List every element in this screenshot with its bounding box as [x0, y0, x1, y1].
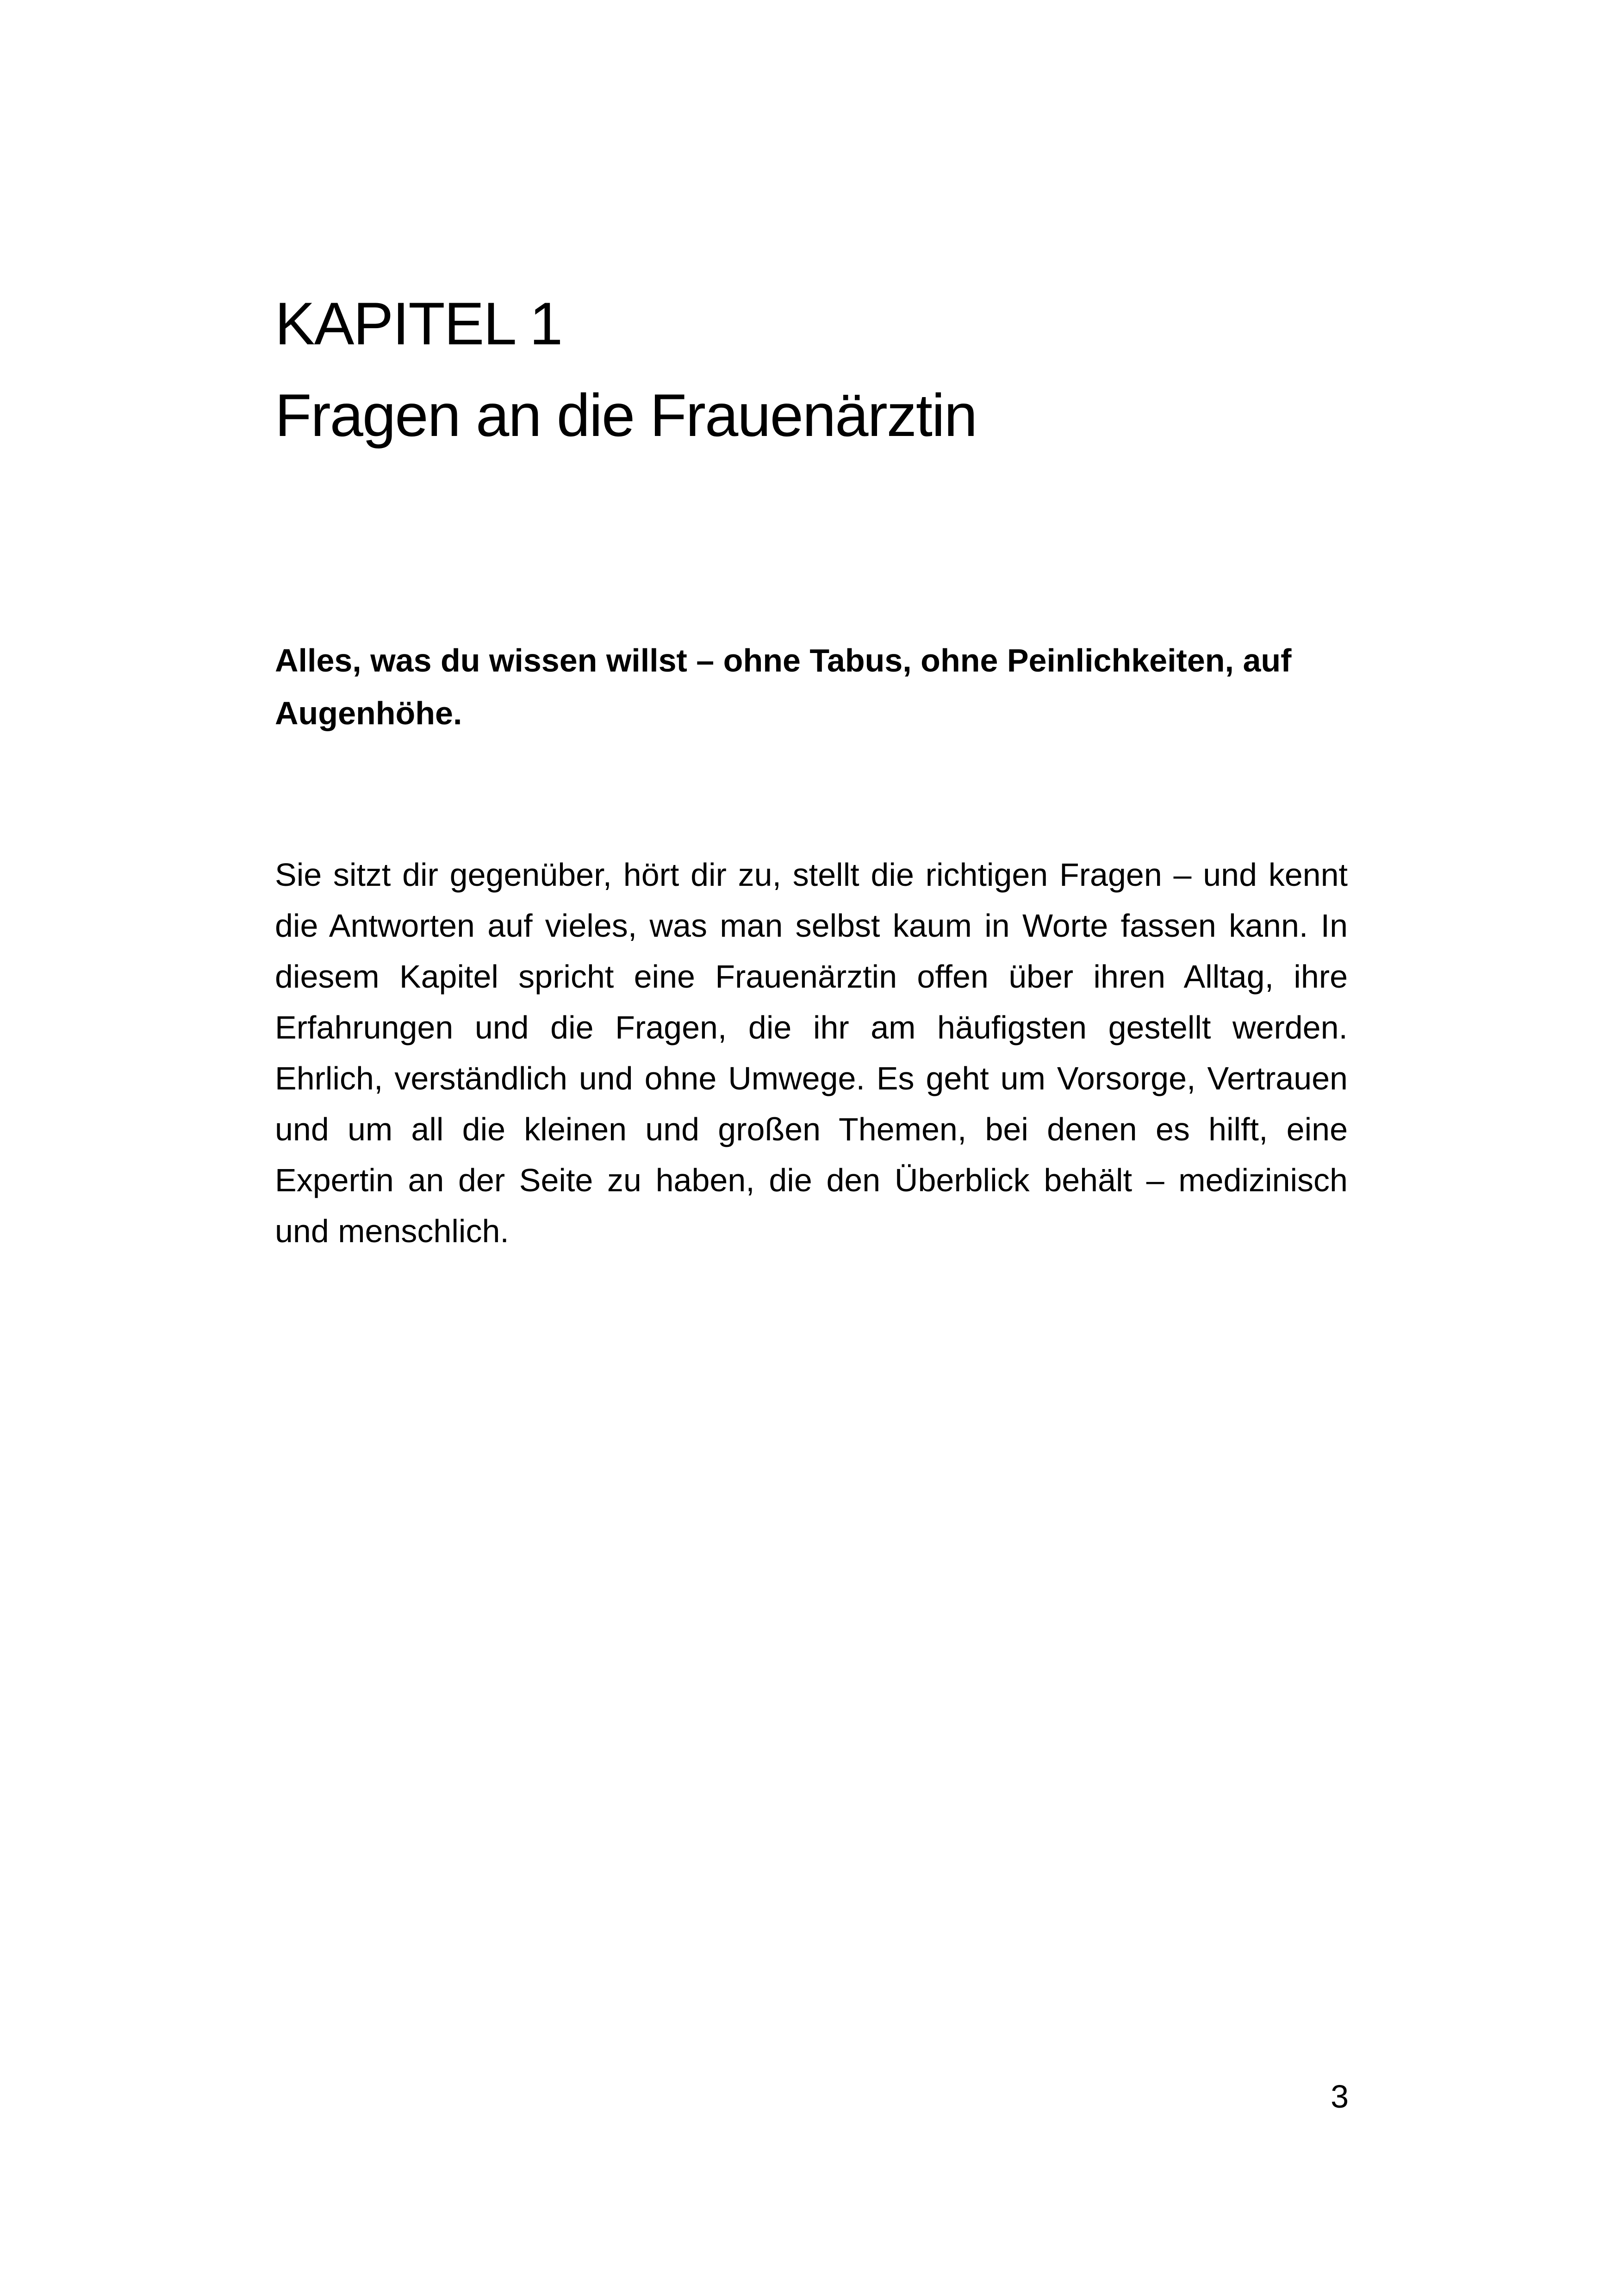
- chapter-title: Fragen an die Frauenärztin: [275, 381, 977, 449]
- page-number: 3: [1331, 2078, 1349, 2115]
- chapter-lead: Alles, was du wissen willst – ohne Tabus, ohne Peinlichkeiten, auf Augenhöhe.: [275, 642, 1292, 731]
- chapter-label: KAPITEL 1: [275, 290, 562, 357]
- chapter-heading: [275, 278, 1349, 461]
- chapter-intro-paragraph: Sie sitzt dir gegenüber, hört dir zu, stellt die richtigen Fragen – und kennt die Antworten auf vieles, was man selbst kaum in Worte fassen kann. In diesem Kapitel spricht eine Frauenärztin offen über ihren Alltag, ihre Erfahrungen und die Fragen, die ihr am häufigsten gestellt werden. Ehrlich, verständlich und ohne Umwege. Es geht um Vorsorge, Vertrauen und um all die kleinen und großen Themen, bei denen es hilft, eine Expertin an der Seite zu haben, die den Überblick behält – medizinisch und menschlich.: [275, 857, 1348, 1249]
